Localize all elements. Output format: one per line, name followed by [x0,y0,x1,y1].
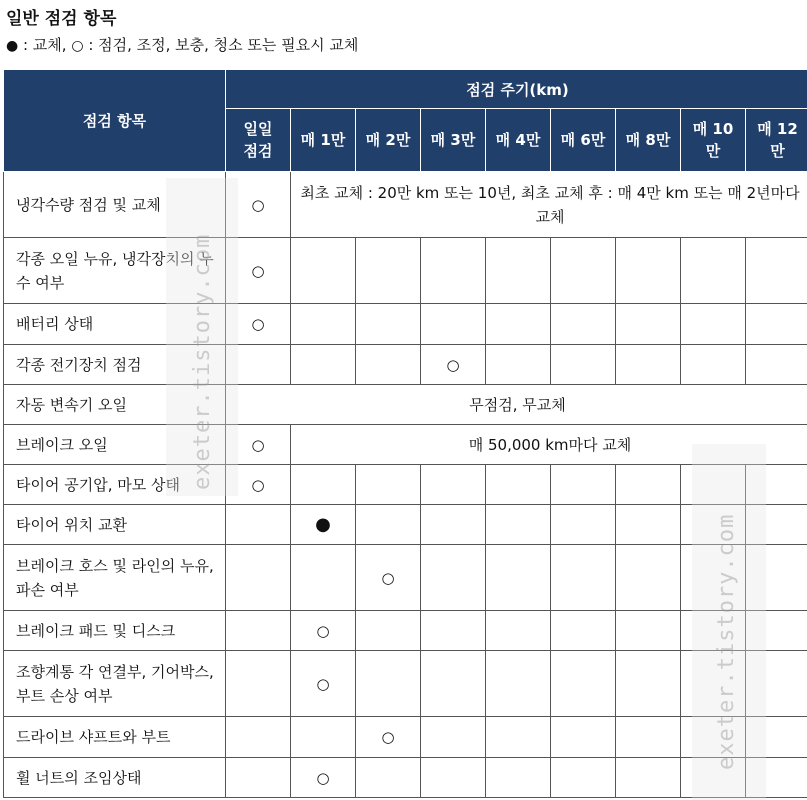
schedule-cell [746,238,807,304]
filled-circle-icon: ● [291,505,356,545]
schedule-cell [616,238,681,304]
item-name: 조향계통 각 연결부, 기어박스, 부트 손상 여부 [4,651,226,717]
schedule-cell [356,758,421,798]
page-title: 일반 점검 항목 [6,9,117,29]
schedule-cell [356,238,421,304]
table-row [4,717,807,758]
schedule-cell [421,505,486,545]
period-column-header: 일일 점검 [226,109,291,172]
schedule-cell [616,545,681,611]
table-row [4,172,807,238]
watermark-text: exeter.tistory.com [190,233,215,490]
item-name: 냉각수량 점검 및 교체 [4,172,226,238]
schedule-cell [746,545,807,611]
schedule-cell [291,465,356,505]
item-name: 자동 변속기 오일 [4,385,226,425]
empty-circle-icon: ○ [226,172,291,238]
item-name: 브레이크 호스 및 라인의 누유, 파손 여부 [4,545,226,611]
item-name: 브레이크 오일 [4,425,226,465]
schedule-cell [616,717,681,758]
note-cell: 매 50,000 km마다 교체 [291,425,807,465]
schedule-cell [421,465,486,505]
legend-inspect-text: : 점검, 조정, 보충, 청소 또는 필요시 교체 [83,36,359,54]
item-name: 드라이브 샤프트와 부트 [4,717,226,758]
schedule-cell [291,717,356,758]
schedule-cell [226,505,291,545]
schedule-cell [746,651,807,717]
schedule-cell [681,304,746,345]
empty-circle-icon: ○ [291,611,356,651]
schedule-cell [421,611,486,651]
schedule-cell [486,238,551,304]
item-name: 타이어 공기압, 마모 상태 [4,465,226,505]
table-row [4,304,807,345]
schedule-cell [486,465,551,505]
schedule-cell [551,717,616,758]
schedule-cell [486,717,551,758]
schedule-cell [616,465,681,505]
schedule-cell [486,505,551,545]
schedule-cell [291,545,356,611]
schedule-cell [616,758,681,798]
schedule-cell [486,611,551,651]
table-row [4,385,807,425]
schedule-cell [681,717,746,758]
empty-circle-icon: ○ [421,345,486,385]
schedule-cell [421,238,486,304]
schedule-cell [356,345,421,385]
note-cell: 무점검, 무교체 [226,385,807,425]
schedule-cell [421,304,486,345]
schedule-cell [291,345,356,385]
schedule-cell [551,304,616,345]
empty-circle-icon: ○ [226,304,291,345]
schedule-cell [551,505,616,545]
schedule-cell [746,505,807,545]
period-column-header: 매 4만 [486,109,551,172]
note-cell: 최초 교체 : 20만 km 또는 10년, 최초 교체 후 : 매 4만 km 또는 매 2년마다 교체 [291,172,807,238]
table-row [4,651,807,717]
empty-circle-icon: ○ [356,717,421,758]
schedule-cell [746,345,807,385]
table-row [4,238,807,304]
schedule-cell [486,545,551,611]
schedule-cell [551,611,616,651]
empty-circle-icon: ○ [226,425,291,465]
period-header: 점검 주기(km) [226,70,807,109]
schedule-cell [681,238,746,304]
schedule-cell [616,651,681,717]
item-header: 점검 항목 [4,70,226,172]
schedule-cell [486,651,551,717]
schedule-cell [746,465,807,505]
schedule-cell [486,304,551,345]
schedule-cell [746,717,807,758]
item-name: 브레이크 패드 및 디스크 [4,611,226,651]
schedule-cell [616,304,681,345]
period-column-header: 매 12 만 [746,109,807,172]
schedule-cell [616,345,681,385]
period-column-header: 매 10 만 [681,109,746,172]
item-name: 각종 전기장치 점검 [4,345,226,385]
legend-replace-text: : 교체, [18,36,72,54]
period-column-header: 매 2만 [356,109,421,172]
schedule-cell [551,238,616,304]
schedule-cell [226,545,291,611]
schedule-cell [681,651,746,717]
item-name: 배터리 상태 [4,304,226,345]
schedule-cell [421,758,486,798]
filled-circle-icon: ● [6,38,19,54]
empty-circle-icon: ○ [71,38,84,54]
period-column-header: 매 3만 [421,109,486,172]
schedule-cell [421,717,486,758]
table-row [4,505,807,545]
schedule-cell [551,651,616,717]
schedule-cell [356,304,421,345]
schedule-cell [421,651,486,717]
item-name: 각종 오일 누유, 냉각장치의 누수 여부 [4,238,226,304]
schedule-cell [746,611,807,651]
schedule-cell [226,611,291,651]
schedule-cell [226,651,291,717]
table-row [4,425,807,465]
table-row [4,465,807,505]
schedule-cell [551,758,616,798]
table-row [4,545,807,611]
schedule-cell [356,611,421,651]
schedule-cell [486,345,551,385]
schedule-cell [421,545,486,611]
table-row [4,345,807,385]
watermark-text-right: exeter.tistory.com [714,513,739,770]
schedule-cell [356,651,421,717]
schedule-cell [616,611,681,651]
schedule-cell [291,304,356,345]
schedule-cell [681,758,746,798]
schedule-cell [226,345,291,385]
empty-circle-icon: ○ [226,465,291,505]
schedule-cell [681,505,746,545]
period-column-header: 매 1만 [291,109,356,172]
period-column-header: 매 6만 [551,109,616,172]
item-name: 타이어 위치 교환 [4,505,226,545]
period-column-header: 매 8만 [616,109,681,172]
schedule-cell [486,758,551,798]
schedule-cell [551,345,616,385]
item-name: 휠 너트의 조임상태 [4,758,226,798]
schedule-cell [551,545,616,611]
schedule-cell [226,758,291,798]
schedule-cell [681,345,746,385]
schedule-cell [681,545,746,611]
schedule-cell [746,758,807,798]
schedule-cell [226,717,291,758]
legend [6,34,358,55]
schedule-cell [616,505,681,545]
schedule-cell [681,611,746,651]
schedule-cell [356,465,421,505]
empty-circle-icon: ○ [356,545,421,611]
schedule-cell [746,304,807,345]
empty-circle-icon: ○ [226,238,291,304]
table-row [4,758,807,798]
schedule-cell [356,505,421,545]
inspection-table [3,69,807,798]
empty-circle-icon: ○ [291,651,356,717]
empty-circle-icon: ○ [291,758,356,798]
table-row [4,611,807,651]
schedule-cell [551,465,616,505]
schedule-cell [291,238,356,304]
schedule-cell [681,465,746,505]
